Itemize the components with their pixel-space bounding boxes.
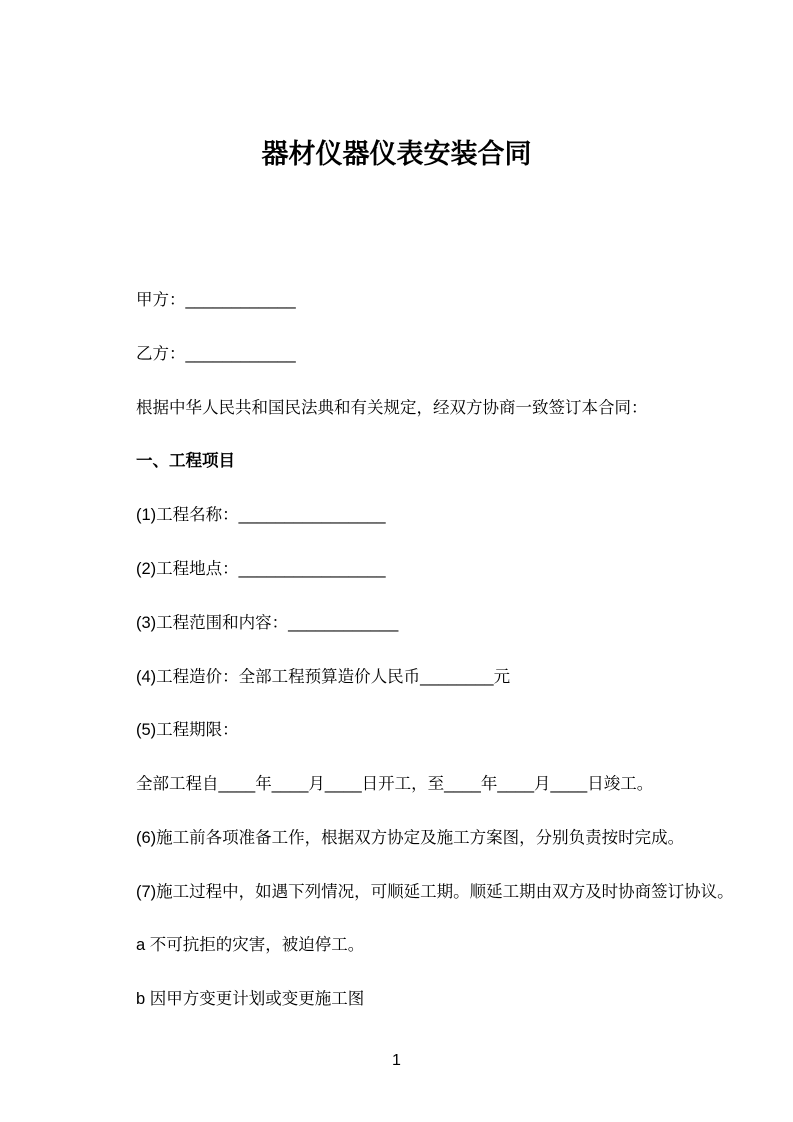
clause-preparation: (6)施工前各项准备工作，根据双方协定及施工方案图，分别负责按时完成。 — [136, 829, 685, 847]
clause-delay: (7)施工过程中，如遇下列情况，可顺延工期。顺延工期由双方及时协商签订协议。 — [136, 883, 734, 901]
clause-delay-item-a: a 不可抗拒的灾害，被迫停工。 — [136, 936, 365, 954]
clause-delay-item-b: b 因甲方变更计划或变更施工图 — [136, 990, 365, 1008]
party-a-line: 甲方：____________ — [136, 291, 296, 309]
clause-project-cost: (4)工程造价：全部工程预算造价人民币________元 — [136, 668, 511, 686]
clause-project-location: (2)工程地点：________________ — [136, 560, 386, 578]
clause-duration-dates: 全部工程自____年____月____日开工，至____年____月____日竣工。 — [136, 775, 654, 793]
section-heading-project: 一、工程项目 — [136, 452, 235, 470]
party-b-line: 乙方：____________ — [136, 345, 296, 363]
clause-project-scope: (3)工程范围和内容：____________ — [136, 614, 399, 632]
preamble-line: 根据中华人民共和国民法典和有关规定，经双方协商一致签订本合同： — [136, 399, 648, 417]
clause-project-duration: (5)工程期限： — [136, 721, 239, 739]
clause-project-name: (1)工程名称：________________ — [136, 506, 386, 524]
contract-title: 器材仪器仪表安装合同 — [261, 139, 532, 169]
page-number: 1 — [392, 1052, 401, 1069]
